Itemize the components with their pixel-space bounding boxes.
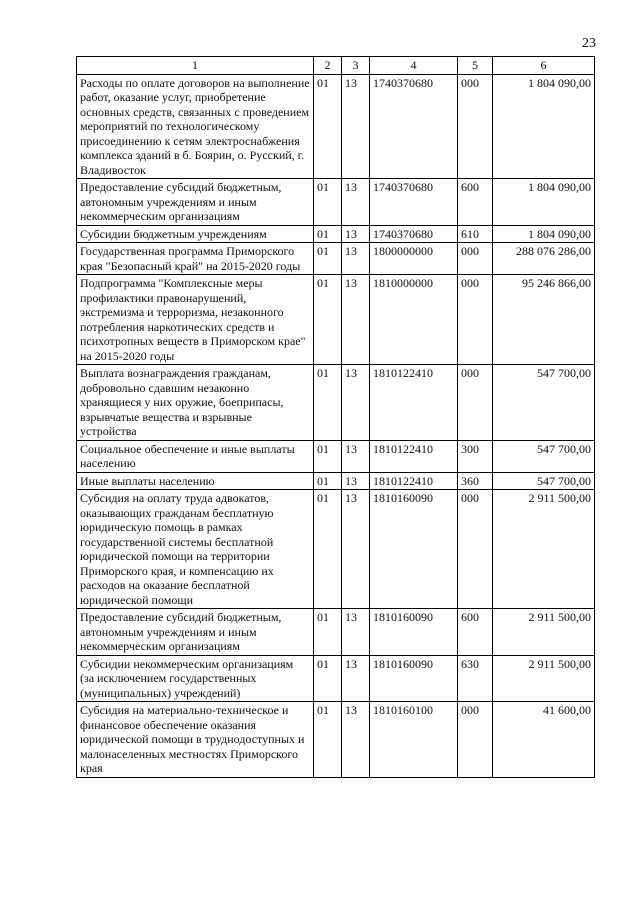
amount: 2 911 500,00 — [493, 655, 595, 702]
expense-name: Предоставление субсидий бюджетным, автономным учреждениям и иным некоммерческим организациям — [77, 179, 314, 226]
expense-name: Субсидии некоммерческим организациям (за исключением государственных (муниципальных) учреждений) — [77, 655, 314, 702]
amount: 288 076 286,00 — [493, 243, 595, 275]
section-code: 01 — [314, 365, 342, 441]
target-article-code: 1740370680 — [370, 179, 458, 226]
column-header: 5 — [458, 57, 493, 75]
page-number: 23 — [582, 36, 596, 51]
column-header: 3 — [342, 57, 370, 75]
table-row — [77, 275, 595, 365]
table-row — [77, 440, 595, 472]
amount: 2 911 500,00 — [493, 490, 595, 609]
target-article-code: 1810122410 — [370, 365, 458, 441]
table-row — [77, 655, 595, 702]
subsection-code: 13 — [342, 490, 370, 609]
target-article-code: 1800000000 — [370, 243, 458, 275]
expense-name: Социальное обеспечение и иные выплаты населению — [77, 440, 314, 472]
amount: 95 246 866,00 — [493, 275, 595, 365]
subsection-code: 13 — [342, 702, 370, 778]
table-row — [77, 243, 595, 275]
target-article-code: 1810160090 — [370, 609, 458, 656]
amount: 547 700,00 — [493, 365, 595, 441]
budget-table — [76, 56, 595, 778]
expense-type-code: 600 — [458, 179, 493, 226]
table-row — [77, 74, 595, 179]
subsection-code: 13 — [342, 609, 370, 656]
target-article-code: 1810160100 — [370, 702, 458, 778]
section-code: 01 — [314, 275, 342, 365]
amount: 1 804 090,00 — [493, 225, 595, 243]
target-article-code: 1740370680 — [370, 74, 458, 179]
amount: 1 804 090,00 — [493, 74, 595, 179]
target-article-code: 1810160090 — [370, 490, 458, 609]
section-code: 01 — [314, 609, 342, 656]
expense-name: Предоставление субсидий бюджетным, автономным учреждениям и иным некоммерческим организациям — [77, 609, 314, 656]
expense-type-code: 360 — [458, 472, 493, 490]
column-header: 4 — [370, 57, 458, 75]
expense-type-code: 600 — [458, 609, 493, 656]
expense-type-code: 300 — [458, 440, 493, 472]
expense-type-code: 000 — [458, 702, 493, 778]
section-code: 01 — [314, 490, 342, 609]
expense-name: Расходы по оплате договоров на выполнение работ, оказание услуг, приобретение основных средств, связанных с проведением мероприятий по технологическому присоединению к сетям электроснабжения комплекса зданий в б. Боярин, о. Русский, г. Владивосток — [77, 74, 314, 179]
expense-name: Иные выплаты населению — [77, 472, 314, 490]
expense-type-code: 000 — [458, 243, 493, 275]
table-row — [77, 225, 595, 243]
table-row — [77, 609, 595, 656]
section-code: 01 — [314, 179, 342, 226]
expense-type-code: 000 — [458, 74, 493, 179]
section-code: 01 — [314, 243, 342, 275]
target-article-code: 1810160090 — [370, 655, 458, 702]
target-article-code: 1810000000 — [370, 275, 458, 365]
expense-type-code: 000 — [458, 365, 493, 441]
section-code: 01 — [314, 472, 342, 490]
subsection-code: 13 — [342, 225, 370, 243]
subsection-code: 13 — [342, 275, 370, 365]
target-article-code: 1810122410 — [370, 472, 458, 490]
table-row — [77, 490, 595, 609]
expense-name: Подпрограмма "Комплексные меры профилактики правонарушений, экстремизма и терроризма, незаконного потребления наркотических средств и психотропных веществ в Приморском крае" на 2015-2020 годы — [77, 275, 314, 365]
expense-type-code: 000 — [458, 490, 493, 609]
section-code: 01 — [314, 225, 342, 243]
table-row — [77, 472, 595, 490]
amount: 1 804 090,00 — [493, 179, 595, 226]
subsection-code: 13 — [342, 365, 370, 441]
amount: 41 600,00 — [493, 702, 595, 778]
subsection-code: 13 — [342, 179, 370, 226]
expense-name: Субсидия на оплату труда адвокатов, оказывающих гражданам бесплатную юридическую помощь в рамках государственной системы бесплатной юридической помощи на территории Приморского края, и компенсацию их расходов на оказание бесплатной юридической помощи — [77, 490, 314, 609]
target-article-code: 1810122410 — [370, 440, 458, 472]
section-code: 01 — [314, 440, 342, 472]
table-row — [77, 365, 595, 441]
expense-name: Выплата вознаграждения гражданам, добровольно сдавшим незаконно хранящиеся у них оружие, боеприпасы, взрывчатые вещества и взрывные устройства — [77, 365, 314, 441]
target-article-code: 1740370680 — [370, 225, 458, 243]
amount: 547 700,00 — [493, 440, 595, 472]
expense-type-code: 000 — [458, 275, 493, 365]
subsection-code: 13 — [342, 655, 370, 702]
expense-name: Субсидии бюджетным учреждениям — [77, 225, 314, 243]
table-row — [77, 702, 595, 778]
amount: 547 700,00 — [493, 472, 595, 490]
expense-type-code: 630 — [458, 655, 493, 702]
expense-name: Субсидия на материально-техническое и финансовое обеспечение оказания юридической помощи в труднодоступных и малонаселенных местностях Приморского края — [77, 702, 314, 778]
subsection-code: 13 — [342, 74, 370, 179]
table-row — [77, 179, 595, 226]
column-header: 1 — [77, 57, 314, 75]
section-code: 01 — [314, 655, 342, 702]
column-header: 2 — [314, 57, 342, 75]
expense-type-code: 610 — [458, 225, 493, 243]
subsection-code: 13 — [342, 440, 370, 472]
section-code: 01 — [314, 702, 342, 778]
table-header-row — [77, 57, 595, 75]
expense-name: Государственная программа Приморского края "Безопасный край" на 2015-2020 годы — [77, 243, 314, 275]
section-code: 01 — [314, 74, 342, 179]
subsection-code: 13 — [342, 243, 370, 275]
subsection-code: 13 — [342, 472, 370, 490]
column-header: 6 — [493, 57, 595, 75]
amount: 2 911 500,00 — [493, 609, 595, 656]
